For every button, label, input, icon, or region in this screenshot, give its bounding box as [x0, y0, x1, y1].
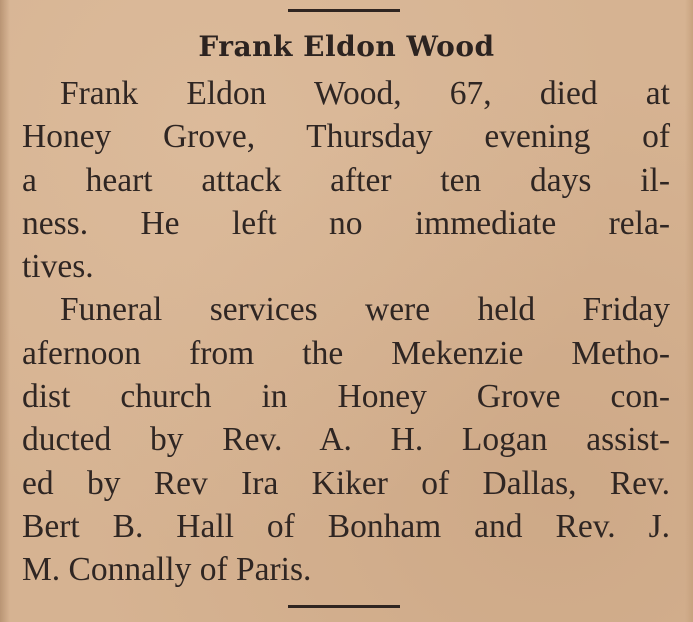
text-line: Funeral services were held Friday — [60, 291, 670, 329]
text-line: Bert B. Hall of Bonham and Rev. J. — [22, 507, 670, 545]
text-line: ed by Rev Ira Kiker of Dallas, Rev. — [22, 464, 670, 502]
text-line: dist church in Honey Grove con- — [22, 378, 670, 416]
text-line: M. Connally of Paris. — [22, 551, 312, 589]
text-line: afernoon from the Mekenzie Metho- — [22, 334, 670, 372]
paragraph-2 — [22, 288, 670, 591]
text-line: ducted by Rev. A. H. Logan assist- — [22, 421, 670, 459]
paper-edge-left — [0, 0, 10, 622]
bottom-rule — [288, 605, 400, 608]
obituary-headline: Frank Eldon Wood — [198, 30, 495, 63]
obituary-body — [22, 72, 670, 592]
text-line: Frank Eldon Wood, 67, died at — [60, 75, 670, 112]
text-line: Honey Grove, Thursday evening of — [22, 118, 670, 156]
text-line: a heart attack after ten days il- — [22, 161, 670, 199]
paper-edge-right — [685, 0, 693, 622]
text-line: tives. — [22, 248, 94, 286]
paragraph-1 — [22, 72, 670, 288]
top-rule — [288, 9, 400, 12]
text-line: ness. He left no immediate rela- — [22, 204, 670, 242]
